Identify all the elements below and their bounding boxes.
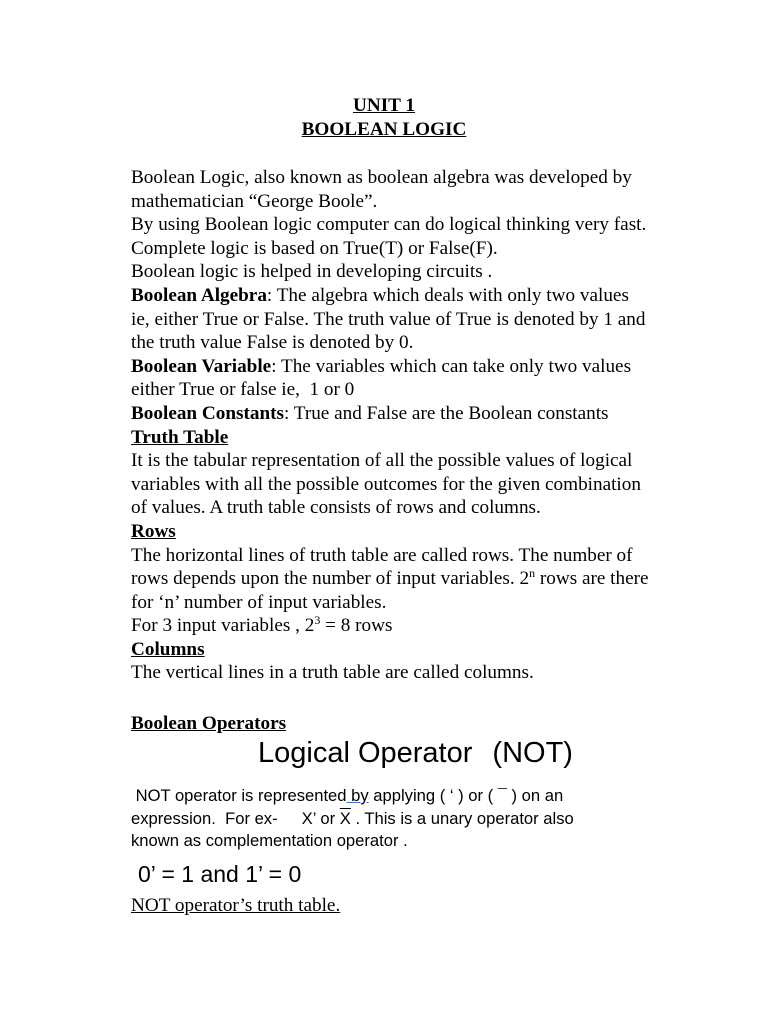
not-equation: 0’ = 1 and 1’ = 0 — [138, 861, 302, 887]
rows-heading: Rows — [131, 520, 176, 542]
boolean-algebra-definition — [131, 284, 691, 308]
intro-line: Boolean Logic, also known as boolean algebra was developed by — [131, 167, 632, 188]
truth-table-text: It is the tabular representation of all the possible values of logical — [131, 450, 633, 472]
superscript: n — [529, 566, 536, 581]
complement-symbol: $\overline{X}$ — [339, 808, 351, 828]
unit-heading: UNIT 1 — [352, 95, 416, 116]
boolean-constants-term: Boolean Constants — [131, 402, 284, 424]
slide-description-line: known as complementation operator . — [131, 831, 408, 850]
definition-text: the truth value False is denoted by 0. — [131, 332, 414, 354]
page-title: BOOLEAN LOGIC — [301, 119, 467, 140]
boolean-constants-definition — [131, 402, 691, 426]
rows-text-part: rows are there — [535, 568, 649, 590]
definition-text: either True or false ie, 1 or 0 — [131, 379, 355, 401]
boolean-operators-heading: Boolean Operators — [131, 713, 287, 734]
rows-text-part: For 3 input variables , 2 — [131, 615, 315, 637]
definition-text: : The variables which can take only two values — [271, 355, 632, 377]
rows-text: The horizontal lines of truth table are called rows. The number of — [131, 544, 633, 566]
intro-line: mathematician “George Boole”. — [131, 190, 378, 212]
intro-line: Complete logic is based on True(T) or False(F). — [131, 237, 498, 259]
boolean-algebra-term: Boolean Algebra — [131, 284, 267, 306]
intro-line: By using Boolean logic computer can do logical thinking very fast. — [131, 214, 647, 236]
slide-text: . This is a unary operator also — [350, 808, 574, 828]
intro-line: Boolean logic is helped in developing circuits . — [131, 261, 493, 283]
rows-text — [131, 567, 691, 591]
slide-text: applying ( ‘ ) or ( ¯ ) on an — [368, 786, 564, 805]
columns-text: The vertical lines in a truth table are called columns. — [131, 662, 534, 684]
slide-title-operator: (NOT) — [492, 737, 573, 769]
slide-text: NOT operator is represented — [131, 786, 347, 805]
truth-table-caption: NOT operator’s truth table. — [131, 895, 341, 916]
definition-text: : The algebra which deals with only two values — [266, 284, 629, 306]
slide-description-line — [131, 808, 671, 831]
rows-text-part: rows depends upon the number of input variables. 2 — [131, 568, 530, 590]
slide-text: expression. For ex- — [131, 808, 278, 828]
columns-heading: Columns — [131, 638, 205, 660]
slide-text: by — [346, 786, 369, 805]
document-body — [131, 166, 691, 685]
truth-table-text: of values. A truth table consists of rows and columns. — [131, 497, 541, 519]
slide-description-line — [131, 785, 671, 808]
rows-text: for ‘n’ number of input variables. — [131, 591, 387, 613]
slide-text: X’ or — [301, 808, 340, 828]
definition-text: ie, either True or False. The truth value of True is denoted by 1 and — [131, 308, 646, 330]
boolean-variable-term: Boolean Variable — [131, 355, 272, 377]
slide-title-text: Logical Operator — [258, 737, 473, 769]
rows-text-part: = 8 rows — [320, 615, 393, 637]
definition-text: : True and False are the Boolean constants — [284, 402, 609, 424]
truth-table-heading: Truth Table — [131, 426, 229, 448]
rows-example — [131, 614, 691, 638]
slide-title — [258, 733, 573, 773]
boolean-variable-definition — [131, 355, 691, 379]
truth-table-text: variables with all the possible outcomes for the given combination — [131, 473, 641, 495]
superscript: 3 — [314, 613, 321, 628]
slide-description — [131, 785, 671, 853]
